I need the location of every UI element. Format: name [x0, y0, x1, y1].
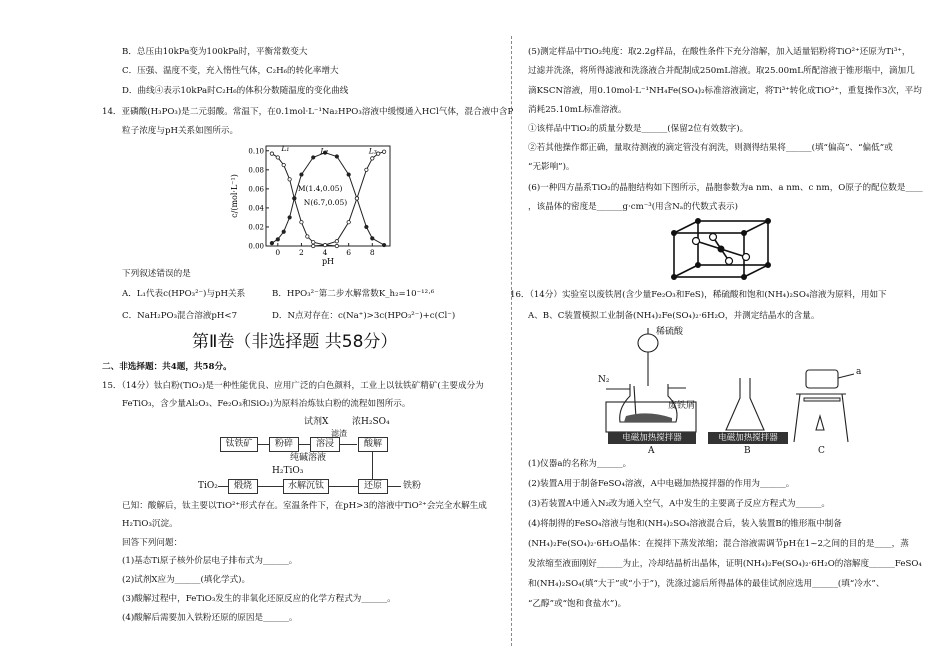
part-2: (2)装置A用于制备FeSO₄溶液，A中电磁加热搅拌器的作用为______。 [528, 479, 795, 489]
data-point [288, 178, 291, 181]
question-16-stem: 16．（14分）实验室以废铁屑(含少量Fe₂O₃和FeS)，稀硫酸和饱和(NH₄)₂SO₄溶液为原料，用如下 [510, 290, 887, 300]
data-point [282, 230, 285, 233]
known-1: 已知：酸解后，钛主要以TiO²⁺形式存在。室温条件下，在pH>3的溶液中TiO²⁺会完全水解生成 [122, 501, 487, 511]
data-point [270, 152, 273, 155]
part-6-line-2: ，该晶体的密度是______g·cm⁻³(用含Nₐ的代数式表示) [528, 202, 738, 212]
option-d: D．N点对存在：c(Na⁺)>3c(HPO₃²⁻)+c(Cl⁻) [272, 311, 456, 321]
part-5-line-2: 过滤并洗涤，将所得滤液和洗涤液合并配制成250mL溶液。取25.00mL所配溶液于锥形瓶中，滴加几 [528, 66, 915, 76]
label-c: C [818, 446, 825, 456]
question-14-prompt: 下列叙述错误的是 [122, 269, 191, 279]
data-point [335, 244, 338, 247]
flow-acid: 浓H₂SO₄ [352, 417, 390, 427]
flow-iron: 铁粉 [403, 481, 422, 491]
flow-filter: 滤渣 [331, 429, 347, 438]
apparatus-acid-label: 稀硫酸 [656, 327, 684, 337]
data-point [288, 216, 291, 219]
sub-question-4: (4)酸解后需要加入铁粉还原的原因是______。 [122, 613, 298, 623]
flow-dissolve: 溶浸 [310, 437, 340, 452]
part-4-line-4: 和(NH₄)₂SO₄(填“大于”或“小于”)，洗涤过滤后所得晶体的最佳试剂应选用______(填“冷水”、 [528, 579, 885, 589]
section-2-title: 第Ⅱ卷（非选择题 共58分） [192, 332, 398, 352]
data-point [355, 197, 358, 200]
part-5-q1: ①该样品中TiO₂的质量分数是______(保留2位有效数字)。 [528, 124, 749, 134]
x-tick-label: 2 [299, 248, 304, 257]
question-14-stem: 14．亚磷酸(H₃PO₃)是二元弱酸。常温下，在0.1mol·L⁻¹Na₂HPO₃溶液中缓慢通入HCl气体，混合液中含P [102, 107, 514, 117]
x-tick-label: 4 [322, 248, 328, 257]
y-tick-label: 0.06 [248, 185, 264, 194]
apparatus-a-label: a [856, 367, 862, 377]
series-label: L₁ [281, 143, 290, 153]
x-tick-label: 6 [346, 248, 352, 257]
series-label: L₂ [320, 146, 329, 156]
data-point [335, 155, 338, 158]
question-15-stem: 15．（14分）钛白粉(TiO₂)是一种性能优良、应用广泛的白色颜料，工业上以钛铁矿精矿(主要成分为 [102, 381, 484, 391]
option-c-prev: C．压强、温度不变，充入惰性气体，C₂H₆的转化率增大 [122, 66, 339, 76]
flow-reduce: 还原 [358, 479, 388, 494]
process-flowchart [198, 416, 460, 496]
part-4: (4)将制得的FeSO₄溶液与饱和(NH₄)₂SO₄溶液混合后，装入装置B的锥形瓶中制备 [528, 519, 842, 529]
data-point [365, 225, 368, 228]
option-b-prev: B．总压由10kPa变为100kPa时，平衡常数变大 [122, 47, 308, 57]
part-3: (3)若装置A中通入N₂改为通入空气，A中发生的主要离子反应方程式为______。 [528, 499, 830, 509]
y-axis-label: c/(mol·L⁻¹) [230, 174, 239, 218]
annotation-n: N(6.7,0.05) [303, 198, 348, 208]
data-point [300, 173, 303, 176]
part-4-line-2: (NH₄)₂Fe(SO₄)₂·6H₂O晶体：在搅拌下蒸发浓缩；混合溶液需调节pH在1~2之间的目的是____，蒸 [528, 539, 909, 549]
known-2: H₂TiO₃沉淀。 [122, 519, 178, 529]
flow-calcine: 煅烧 [228, 479, 258, 494]
data-point [382, 243, 385, 246]
data-point [371, 237, 374, 240]
y-tick-label: 0.02 [248, 223, 264, 232]
sub-question-2: (2)试剂X应为______(填化学式)。 [122, 575, 251, 585]
data-point [347, 220, 350, 223]
series-label: L₃ [368, 146, 377, 156]
data-point [335, 240, 338, 243]
label-a: A [648, 446, 655, 456]
flow-acidolysis: 酸解 [358, 437, 388, 452]
y-tick-label: 0.08 [248, 166, 264, 175]
sub-question-1: (1)基态Ti原子核外价层电子排布式为______。 [122, 556, 298, 566]
data-point [347, 173, 350, 176]
flow-soda: 纯碱溶液 [290, 453, 327, 463]
part-5-q2-cont: “无影响”)。 [528, 162, 575, 172]
y-tick-label: 0.10 [248, 147, 264, 156]
sub-question-3: (3)酸解过程中，FeTiO₃发生的非氧化还原反应的化学方程式为______。 [122, 594, 396, 604]
option-c: C．NaH₂PO₃混合溶液pH<7 [122, 311, 238, 321]
data-point [276, 238, 279, 241]
flow-tio2: TiO₂ [198, 481, 218, 491]
label-b: B [744, 446, 751, 456]
question-14-stem-2: 粒子浓度与pH关系如图所示。 [122, 126, 239, 136]
data-point [376, 152, 379, 155]
option-d-prev: D．曲线④表示10kPa时C₂H₆的体积分数随温度的变化曲线 [122, 86, 349, 96]
apparatus-diagram [568, 326, 868, 458]
data-point [282, 163, 285, 166]
data-point [312, 244, 315, 247]
stirrer-a: 电磁加热搅拌器 [608, 432, 696, 444]
part-4-line-5: “乙醇”或“饱和食盐水”)。 [528, 599, 627, 609]
y-tick-label: 0.00 [248, 242, 264, 251]
part-5-line-1: (5)测定样品中TiO₂纯度：取2.2g样品，在酸性条件下充分溶解，加入适量铝粉将TiO²⁺还原为Ti³⁺， [528, 47, 911, 57]
option-b: B．HPO₃²⁻第二步水解常数K_h₂=10⁻¹²·⁶ [272, 289, 435, 299]
y-tick-label: 0.04 [248, 204, 264, 213]
data-point [371, 157, 374, 160]
answer-prompt: 回答下列问题： [122, 538, 183, 548]
option-a: A．L₁代表c(HPO₃²⁻)与pH关系 [122, 289, 246, 299]
apparatus-scrap-label: 废铁屑 [668, 401, 696, 411]
part-5-line-3: 滴KSCN溶液，用0.10mol·L⁻¹NH₄Fe(SO₄)₂标准溶液滴定，将Ti³⁺转化成TiO²⁺，重复操作3次，平均 [528, 86, 922, 96]
data-point [300, 220, 303, 223]
data-point [365, 168, 368, 171]
data-point [293, 197, 296, 200]
part-5-line-4: 消耗25.10mL标准溶液。 [528, 105, 627, 115]
part-6-line-1: (6)一种四方晶系TiO₂的晶胞结构如下图所示，晶胞参数为a nm、a nm、c nm，O原子的配位数是____ [528, 183, 923, 193]
question-15-stem-2: FeTiO₃，含少量Al₂O₃、Fe₂O₃和SiO₂)为原料冶炼钛白粉的流程如图所示。 [122, 399, 411, 409]
data-point [312, 240, 315, 243]
apparatus-n2-label: N₂ [598, 375, 610, 385]
x-axis-label: pH [321, 257, 335, 266]
x-tick-label: 8 [369, 248, 375, 257]
part-5-q2: ②若其他操作都正确，量取待测液的滴定管没有润洗，则测得结果将______(填“偏高”、“偏低”或 [528, 143, 893, 153]
ph-concentration-chart [230, 140, 398, 268]
question-16-stem-2: A、B、C装置模拟工业制备(NH₄)₂Fe(SO₄)₂·6H₂O，并测定结晶水的含量。 [528, 311, 820, 321]
crystal-cell-diagram [668, 217, 778, 285]
data-point [270, 241, 273, 244]
part-4-line-3: 发浓缩至液面刚好______为止，冷却结晶析出晶体，证明(NH₄)₂Fe(SO₄)₂·6H₂O的溶解度______FeSO₄ [528, 559, 922, 569]
section-2-subtitle: 二、非选择题：共4题，共58分。 [102, 362, 232, 372]
data-point [382, 150, 385, 153]
part-1: (1)仪器a的名称为______。 [528, 459, 632, 469]
stirrer-b: 电磁加热搅拌器 [708, 432, 788, 444]
data-point [312, 156, 315, 159]
flow-reagent-x: 试剂X [304, 417, 329, 427]
data-point [276, 156, 279, 159]
column-divider [511, 36, 512, 646]
data-point [323, 243, 326, 246]
data-point [306, 235, 309, 238]
flow-ore: 钛铁矿 [220, 437, 258, 452]
flow-hydrolysis: 水解沉钛 [283, 479, 329, 494]
flow-h2tio3: H₂TiO₃ [272, 466, 304, 476]
flow-crush: 粉碎 [269, 437, 299, 452]
x-tick-label: 0 [275, 248, 281, 257]
annotation-m: M(1.4,0.05) [297, 183, 343, 193]
